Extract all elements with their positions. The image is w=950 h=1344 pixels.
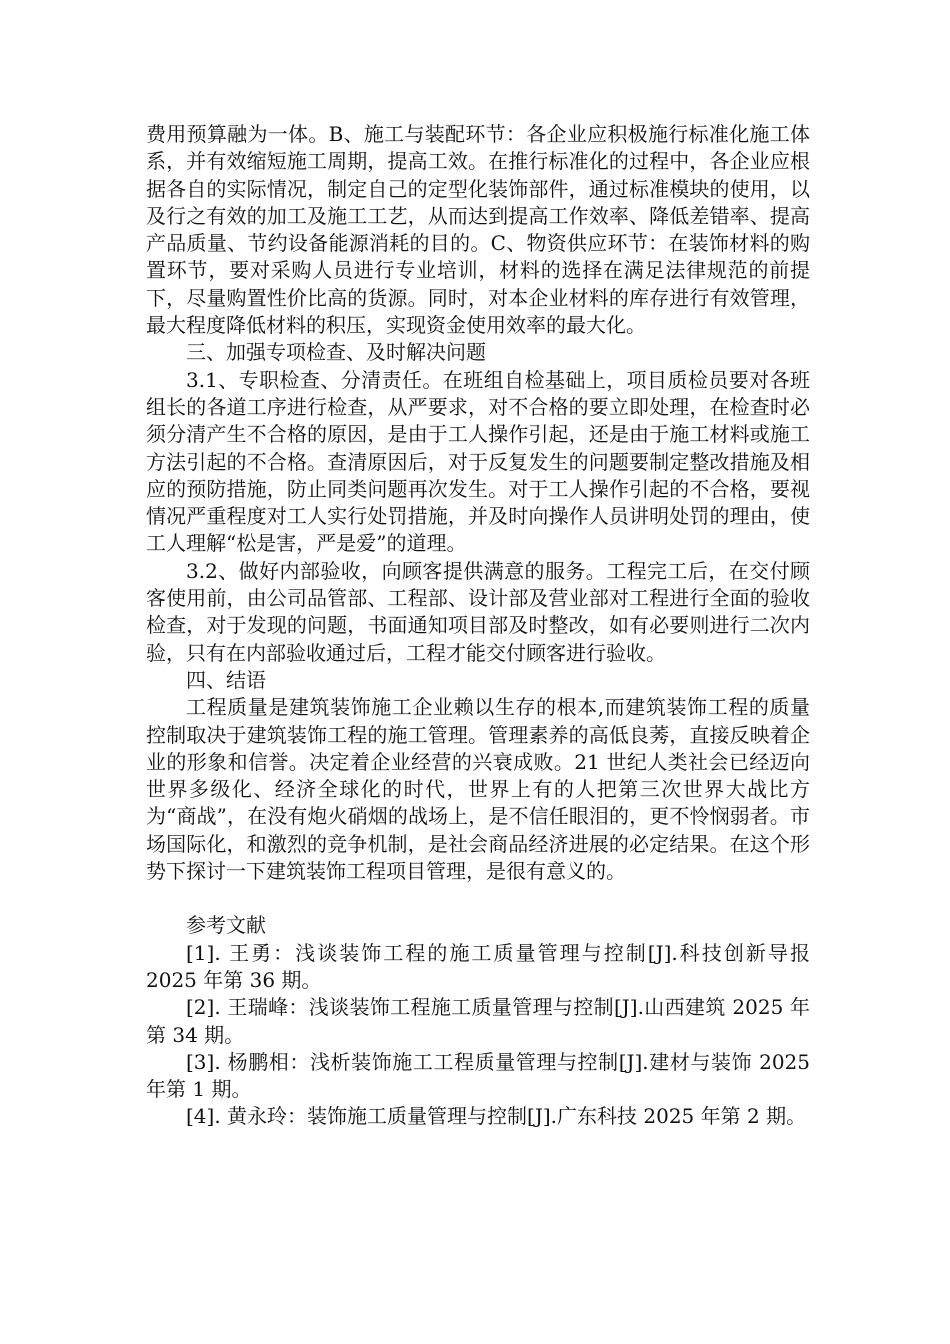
- references-title: 参考文献: [186, 913, 266, 938]
- spacer: [146, 885, 810, 912]
- paragraph-conclusion: 工程质量是建筑装饰施工企业赖以生存的根本,而建筑装饰工程的质量控制取决于建筑装饰工程的施工管理。管理素养的高低良莠，直接反映着企业的形象和信誉。决定着企业经营的兴衰成败。21 世纪人类社会已经迈向世界多级化、经济全球化的时代，世界上有的人把第三次世界大战比方为“商战”，在没有炮火硝烟的战场上，是不信任眼泪的，更不怜悯弱者。市场国际化，和激烈的竞争机制，是社会商品经济进展的必定结果。在这个形势下探讨一下建筑装饰工程项目管理，是很有意义的。: [146, 695, 810, 884]
- document-body: [146, 121, 810, 1131]
- reference-item-1: [1]. 王勇：浅谈装饰工程的施工质量管理与控制[J].科技创新导报 2025 年第 36 期。: [146, 940, 810, 992]
- paragraph-3-1: 3.1、专职检查、分清责任。在班组自检基础上，项目质检员要对各班组长的各道工序进行检查，从严要求，对不合格的要立即处理，在检查时必须分清产生不合格的原因，是由于工人操作引起，还是由于施工材料或施工方法引起的不合格。查清原因后，对于反复发生的问题要制定整改措施及相应的预防措施，防止同类问题再次发生。对于工人操作引起的不合格，要视情况严重程度对工人实行处罚措施，并及时向操作人员讲明处罚的理由，使工人理解“松是害，严是爱”的道理。: [146, 367, 810, 556]
- reference-item-2: [2]. 王瑞峰：浅谈装饰工程施工质量管理与控制[J].山西建筑 2025 年第 34 期。: [146, 995, 810, 1047]
- reference-item-4: [4]. 黄永玲：装饰施工质量管理与控制[J].广东科技 2025 年第 2 期。: [186, 1104, 807, 1129]
- section-heading-3: 三、加强专项检查、及时解决问题: [186, 340, 486, 365]
- reference-item-3: [3]. 杨鹏相：浅析装饰施工工程质量管理与控制[J].建材与装饰 2025 年第 1 期。: [146, 1049, 810, 1102]
- paragraph-3-2: 3.2、做好内部验收，向顾客提供满意的服务。工程完工后，在交付顾客使用前，由公司品管部、工程部、设计部及营业部对工程进行全面的验收检查，对于发现的问题，书面通知项目部及时整改，如有必要则进行二次内验，只有在内部验收通过后，工程才能交付顾客进行验收。: [146, 558, 810, 665]
- section-heading-4: 四、结语: [186, 667, 266, 692]
- paragraph-budget-construction-supply: 费用预算融为一体。B、施工与装配环节：各企业应积极施行标准化施工体系，并有效缩短施工周期，提高工效。在推行标准化的过程中，各企业应根据各自的实际情况，制定自己的定型化装饰部件，通过标准模块的使用，以及行之有效的加工及施工工艺，从而达到提高工作效率、降低差错率、提高产品质量、节约设备能源消耗的目的。C、物资供应环节：在装饰材料的购置环节，要对采购人员进行专业培训，材料的选择在满足法律规范的前提下，尽量购置性价比高的货源。同时，对本企业材料的库存进行有效管理，最大程度降低材料的积压，实现资金使用效率的最大化。: [146, 122, 810, 338]
